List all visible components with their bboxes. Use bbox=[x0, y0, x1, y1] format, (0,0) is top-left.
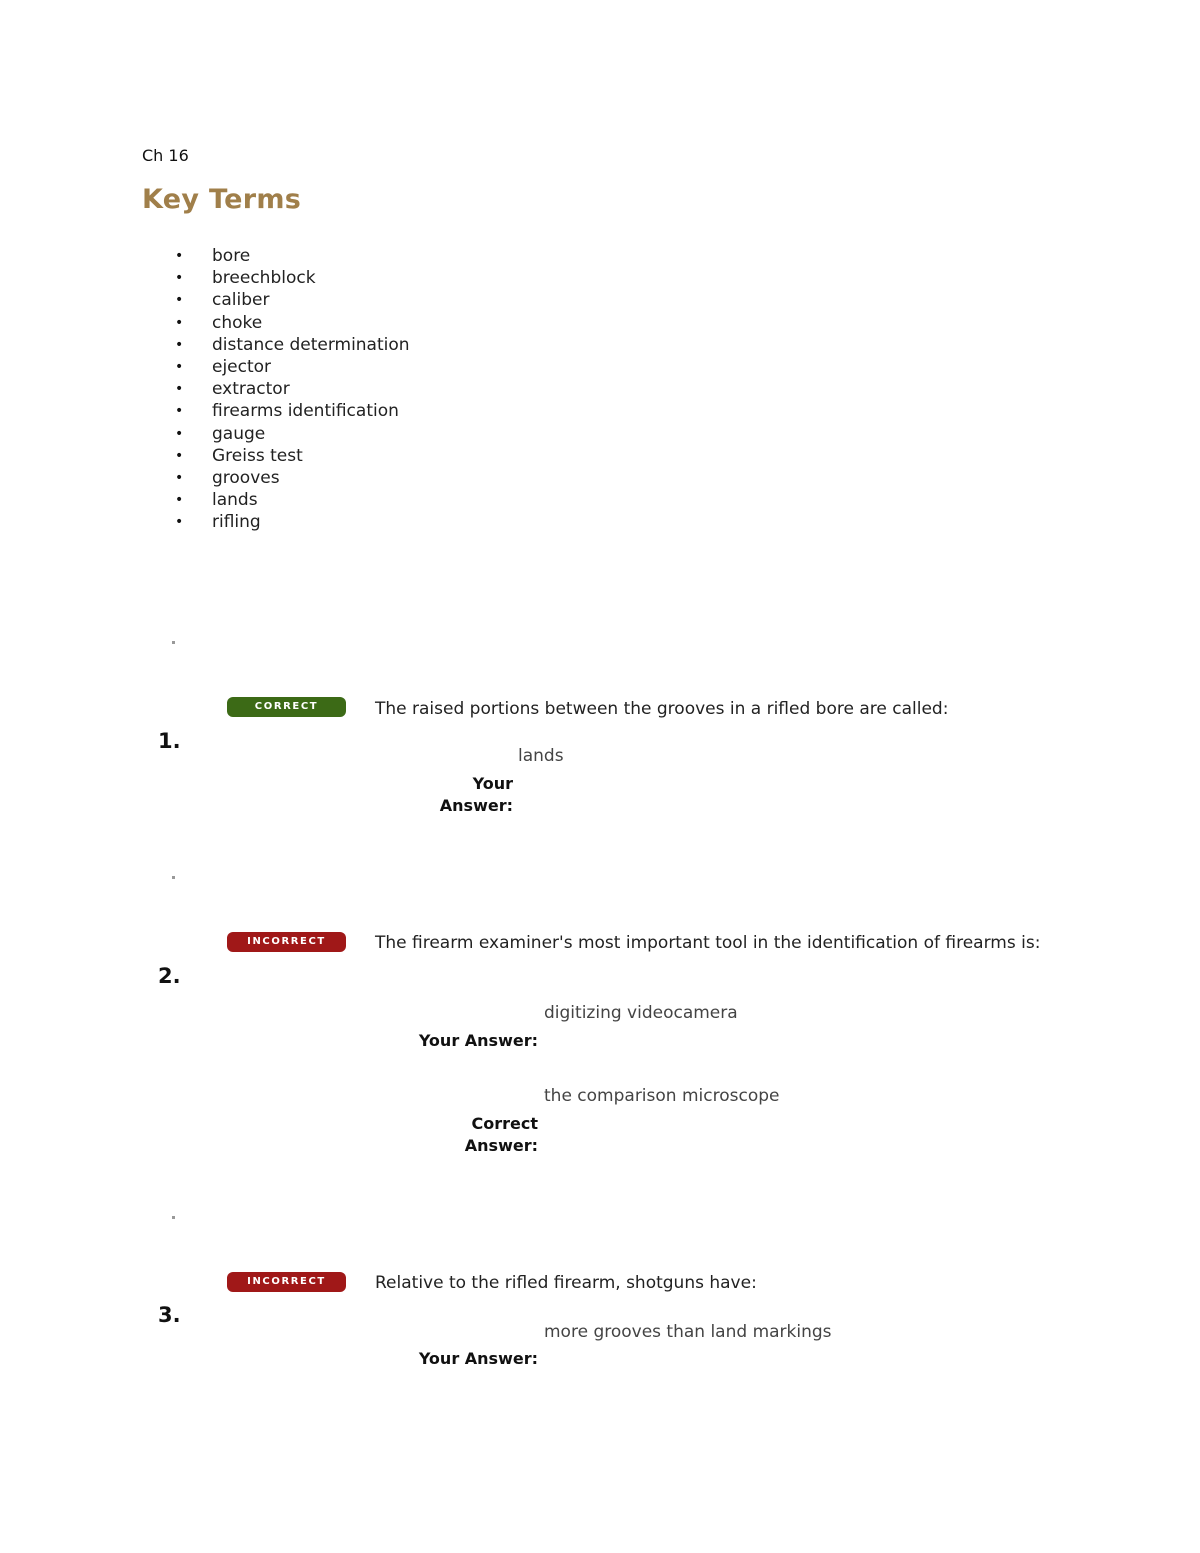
term: rifling bbox=[212, 512, 261, 533]
your-answer-value: more grooves than land markings bbox=[544, 1322, 832, 1342]
term: grooves bbox=[212, 467, 280, 488]
your-answer-value: digitizing videocamera bbox=[544, 1003, 738, 1023]
question-number: 3. bbox=[158, 1303, 181, 1327]
term: breechblock bbox=[212, 268, 316, 289]
question-text: The raised portions between the grooves in a rifled bore are called: bbox=[375, 699, 949, 719]
term: Greiss test bbox=[212, 445, 303, 466]
list-item bbox=[172, 423, 410, 445]
your-answer-label: Your Answer: bbox=[439, 774, 513, 815]
term: ejector bbox=[212, 356, 272, 377]
term: caliber bbox=[212, 290, 270, 311]
term: gauge bbox=[212, 423, 266, 444]
your-answer-label: Your Answer: bbox=[418, 1349, 538, 1368]
bullet-icon: • bbox=[175, 425, 184, 442]
list-item bbox=[172, 378, 410, 400]
correct-answer-value: the comparison microscope bbox=[544, 1086, 780, 1106]
term: extractor bbox=[212, 379, 290, 400]
term: firearms identification bbox=[212, 401, 399, 422]
list-item bbox=[172, 445, 410, 467]
bullet-icon: • bbox=[175, 514, 184, 531]
your-answer-label: Your Answer: bbox=[418, 1031, 538, 1050]
correct-badge: CORRECT bbox=[227, 697, 346, 717]
list-item bbox=[172, 334, 410, 356]
list-item bbox=[172, 245, 410, 267]
bullet-icon: • bbox=[175, 270, 184, 287]
separator-dot bbox=[172, 876, 175, 879]
bullet-icon: • bbox=[175, 469, 184, 486]
term: distance determination bbox=[212, 334, 410, 355]
list-item bbox=[172, 489, 410, 511]
question-number: 1. bbox=[158, 729, 181, 753]
chapter-label: Ch 16 bbox=[142, 146, 189, 165]
question-text: The firearm examiner's most important tool in the identification of firearms is: bbox=[375, 933, 1041, 953]
bullet-icon: • bbox=[175, 381, 184, 398]
incorrect-badge: INCORRECT bbox=[227, 932, 346, 952]
bullet-icon: • bbox=[175, 336, 184, 353]
list-item bbox=[172, 400, 410, 422]
question-number: 2. bbox=[158, 964, 181, 988]
list-item bbox=[172, 312, 410, 334]
bullet-icon: • bbox=[175, 403, 184, 420]
list-item bbox=[172, 511, 410, 533]
correct-answer-label: Correct Answer: bbox=[464, 1114, 538, 1155]
list-item bbox=[172, 267, 410, 289]
bullet-icon: • bbox=[175, 314, 184, 331]
term: bore bbox=[212, 246, 251, 266]
bullet-icon: • bbox=[175, 292, 184, 309]
bullet-icon: • bbox=[175, 447, 184, 464]
list-item bbox=[172, 289, 410, 311]
term: lands bbox=[212, 490, 258, 511]
bullet-icon: • bbox=[175, 492, 184, 509]
bullet-icon: • bbox=[175, 358, 184, 375]
key-terms-list bbox=[172, 245, 410, 533]
your-answer-value: lands bbox=[518, 746, 564, 766]
separator-dot bbox=[172, 1216, 175, 1219]
bullet-icon: • bbox=[175, 248, 184, 264]
incorrect-badge: INCORRECT bbox=[227, 1272, 346, 1292]
separator-dot bbox=[172, 641, 175, 644]
list-item bbox=[172, 467, 410, 489]
list-item bbox=[172, 356, 410, 378]
section-title: Key Terms bbox=[142, 184, 302, 215]
term: choke bbox=[212, 312, 263, 333]
question-text: Relative to the rifled firearm, shotguns have: bbox=[375, 1273, 757, 1293]
